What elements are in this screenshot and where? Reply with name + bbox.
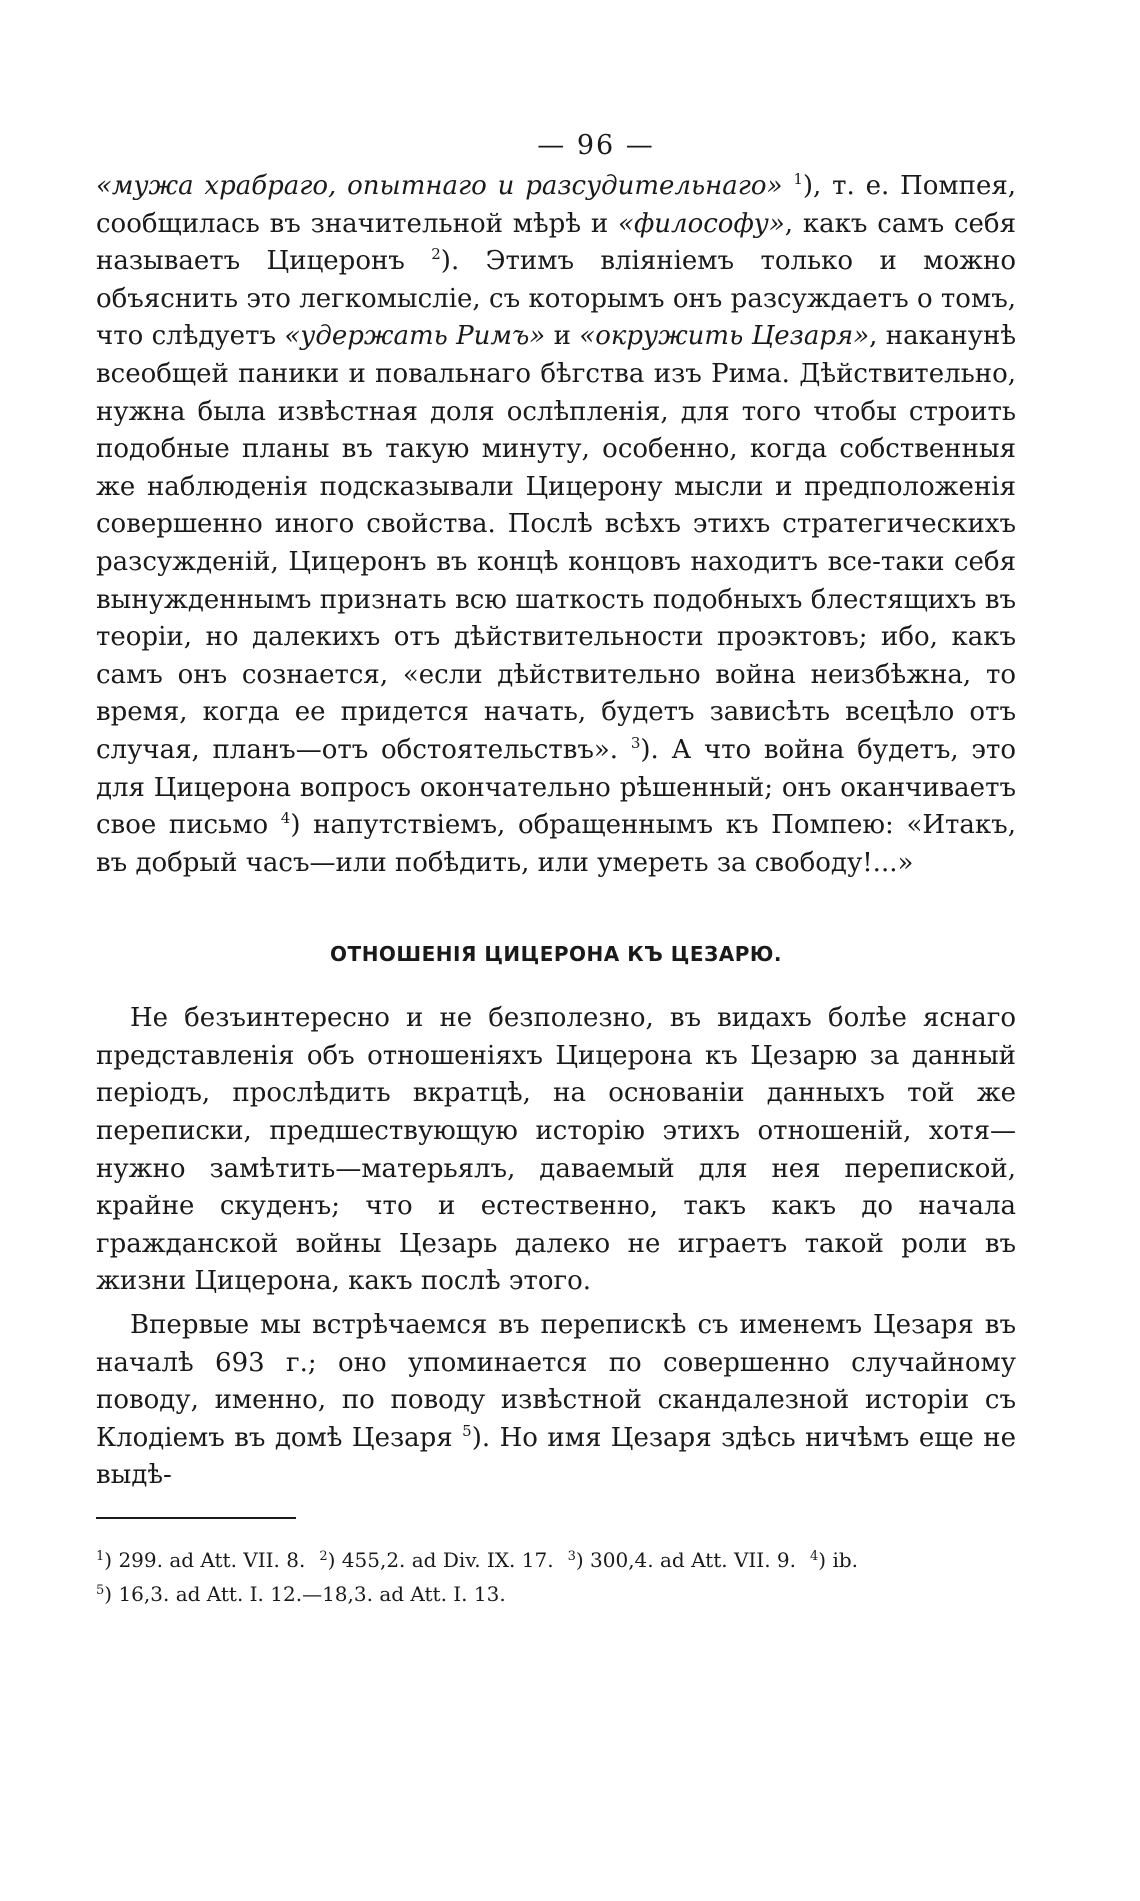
- footnote-text: ) 300,4. ad Att. VII. 9.: [575, 1548, 796, 1572]
- footnote-number: 5: [96, 1583, 105, 1598]
- paragraph-text: ), т. е. Помпея, сообщилась въ значительной мѣрѣ и: [96, 171, 1017, 239]
- footnote-ref[interactable]: 1: [793, 170, 803, 188]
- paragraph-text: , какъ самъ себя называетъ Цицеронъ: [96, 208, 1016, 277]
- paragraph-1: [96, 168, 1016, 882]
- footnote-divider: [96, 1517, 296, 1519]
- footnote-text: ) 455,2. ad Div. IX. 17.: [327, 1548, 554, 1572]
- footnote-3: [568, 1548, 796, 1572]
- footnote-number: 3: [567, 1549, 576, 1564]
- footnote-ref[interactable]: 5: [462, 1421, 472, 1440]
- paragraph-text: и: [545, 321, 580, 352]
- footnote-number: 1: [96, 1549, 105, 1564]
- footnote-number: 2: [319, 1549, 328, 1564]
- footnote-2: [319, 1548, 553, 1572]
- paragraph-text: ). А что война будетъ, это для Цицерона вопросъ окончательно рѣшенный; онъ оканчиваетъ свое письмо: [96, 734, 1016, 841]
- footnote-ref[interactable]: 3: [630, 733, 641, 752]
- page-number: — 96 —: [537, 130, 655, 161]
- footnote-text: ) 299. ad Att. VII. 8.: [104, 1548, 306, 1572]
- paragraph-text: , наканунѣ всеобщей паники и повальнаго бѣгства изъ Рима. Дѣйствительно, нужна была извѣстная доля ослѣпленія, для того чтобы строить подобные планы въ такую минуту, особенно, когда собственныя же наблюденія подсказывали Цицерону мысли и предположенія совершенно иного свойства. Послѣ всѣхъ этихъ стратегическихъ разсужденій, Цицеронъ въ концѣ концовъ находитъ все-таки себя вынужденнымъ признать всю шаткость подобныхъ блестящихъ въ теоріи, но далекихъ отъ дѣйствительности проэктовъ; ибо, какъ самъ онъ сознается, «если дѣйствительно война неизбѣжна, то время, когда ее придется начать, будетъ зависѣть всецѣло отъ случая, планъ—отъ обстоятельствъ».: [96, 321, 1016, 765]
- footnote-text: ) 16,3. ad Att. I. 12.—18,3. ad Att. I. 13.: [104, 1582, 506, 1606]
- quote-italic: «мужа храбраго, опытнаго и разсудительнаго»: [96, 171, 783, 201]
- paragraph-2: Не безъинтересно и не безполезно, въ видахъ болѣе яснаго представленія объ отношеніяхъ Цицерона къ Цезарю за данный періодъ, прослѣдить вкратцѣ, на основаніи данныхъ той же переписки, предшествующую исторію этихъ отношеній, хотя—нужно замѣтить—матерьялъ, даваемый для нея перепиской, крайне скуденъ; что и естественно, такъ какъ до начала гражданской войны Цезарь далеко не играетъ такой роли въ жизни Цицерона, какъ послѣ этого.: [96, 1003, 1016, 1297]
- section-heading: ОТНОШЕНІЯ ЦИЦЕРОНА КЪ ЦЕЗАРЮ.: [330, 942, 782, 967]
- paragraph-text: ). Но имя Цезаря здѣсь ничѣмъ еще не выдѣ-: [96, 1422, 1016, 1491]
- paragraph-3: [96, 1307, 1016, 1495]
- footnote-5: [96, 1582, 506, 1606]
- footnote-ref[interactable]: 4: [280, 809, 291, 828]
- footnote-4: [810, 1548, 858, 1572]
- footnote-ref[interactable]: 2: [431, 245, 441, 264]
- paragraph-text: ). Этимъ вліяніемъ только и можно объяснить это легкомысліе, съ которымъ онъ разсуждаетъ о томъ, что слѣдуетъ: [96, 246, 1016, 352]
- paragraph-text: ) напутствіемъ, обращеннымъ къ Помпею: «Итакъ, въ добрый часъ—или побѣдить, или умереть за свободу!...»: [96, 810, 1016, 878]
- footnote-1: [96, 1548, 305, 1572]
- footnote-number: 4: [810, 1549, 819, 1564]
- paragraph-text: Впервые мы встрѣчаемся въ перепискѣ съ именемъ Цезаря въ началѣ 693 г.; оно упоминается по совершенно случайному поводу, именно, по поводу извѣстной скандалезной исторіи съ Клодіемъ въ домѣ Цезаря: [96, 1310, 1016, 1453]
- quote-italic: «удержать Римъ»: [284, 321, 546, 352]
- quote-italic: «философу»: [618, 208, 785, 239]
- quote-italic: «окружить Цезаря»: [579, 321, 870, 352]
- footnote-text: ) ib.: [818, 1548, 858, 1572]
- page: [96, 128, 1016, 1611]
- footnotes: [96, 1543, 1016, 1611]
